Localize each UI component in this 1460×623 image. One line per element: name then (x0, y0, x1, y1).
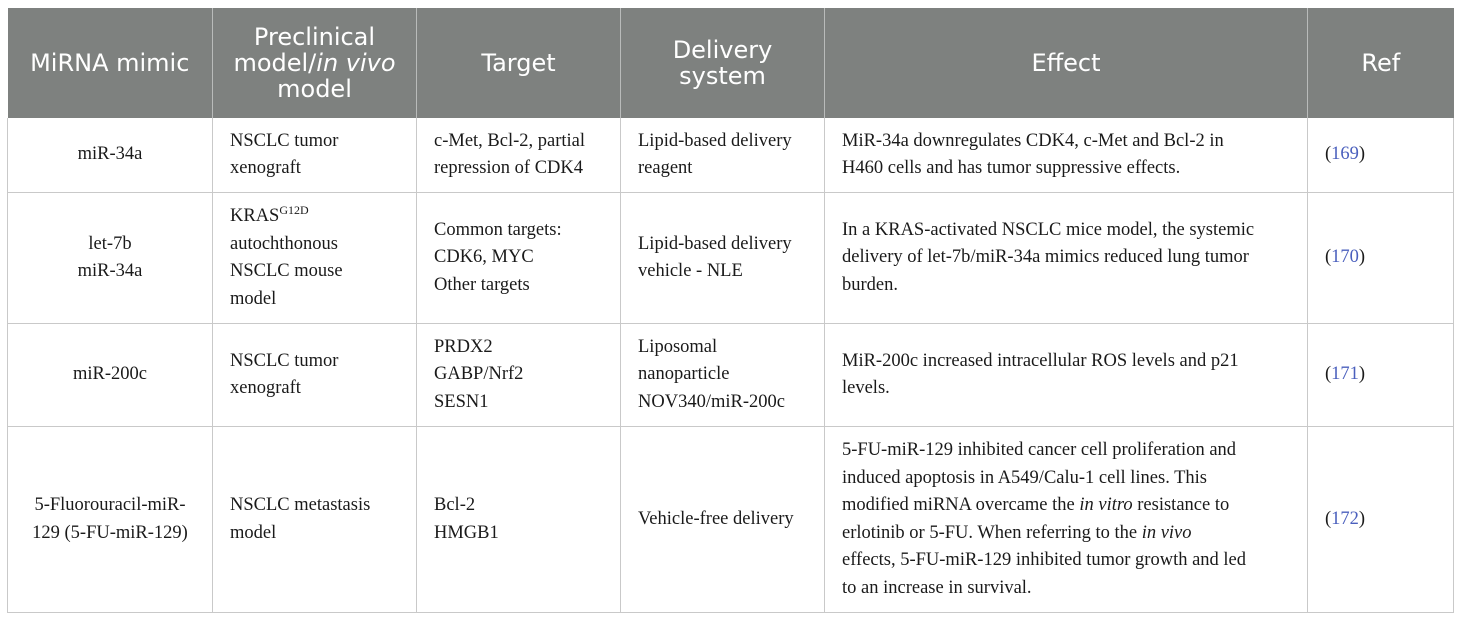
cell-target: c-Met, Bcl-2, partial repression of CDK4 (417, 118, 621, 193)
header-effect: Effect (825, 8, 1308, 118)
table-row (8, 193, 1454, 324)
cell-model: $KRAS^{G12D}$ autochthonous NSCLC mouse model (213, 193, 417, 324)
cell-model: NSCLC tumor xenograft (213, 118, 417, 193)
header-delivery-line1: Delivery (672, 36, 773, 64)
mirna-mimic-table (7, 8, 1454, 613)
header-delivery-system (621, 8, 825, 118)
cell-mimic: miR-200c (8, 324, 213, 427)
cell-delivery: Lipid-based delivery vehicle - NLE (621, 193, 825, 324)
cell-delivery: Vehicle-free delivery (621, 427, 825, 613)
cell-mimic: let-7b miR-34a (8, 193, 213, 324)
table-header-row (8, 8, 1454, 118)
header-model-line2a: model/ (233, 49, 317, 77)
header-model-line2b: in vivo (316, 49, 396, 77)
table-row (8, 118, 1454, 193)
cell-target: Common targets: CDK6, MYC Other targets (417, 193, 621, 324)
cell-target: PRDX2 GABP/Nrf2 SESN1 (417, 324, 621, 427)
cell-mimic: 5-Fluorouracil-miR- 129 (5-FU-miR-129) (8, 427, 213, 613)
header-model-line3: model (277, 75, 352, 103)
header-model-line1: Preclinical (253, 23, 376, 51)
cell-mimic: miR-34a (8, 118, 213, 193)
table-row (8, 427, 1454, 613)
cell-ref: (169) (1308, 118, 1454, 193)
ref-link[interactable]: 171 (1331, 364, 1359, 385)
kras-superscript: G12D (279, 203, 309, 217)
cell-effect: 5-FU-miR-129 inhibited cancer cell proliferation and induced apoptosis in A549/Calu-1 cell lines. This modified miRNA overcame the in vitro resistance to erlotinib or 5-FU. When referring to the in vivo effects, 5-FU-miR-129 inhibited tumor growth and led to an increase in survival. (825, 427, 1308, 613)
table-row (8, 324, 1454, 427)
cell-delivery: Liposomal nanoparticle NOV340/miR-200c (621, 324, 825, 427)
header-ref: Ref (1308, 8, 1454, 118)
cell-model: NSCLC metastasis model (213, 427, 417, 613)
cell-target: Bcl-2 HMGB1 (417, 427, 621, 613)
cell-delivery: Lipid-based delivery reagent (621, 118, 825, 193)
header-delivery-line2: system (679, 62, 766, 90)
header-mirna-mimic: MiRNA mimic (8, 8, 213, 118)
cell-model: NSCLC tumor xenograft (213, 324, 417, 427)
cell-ref: (170) (1308, 193, 1454, 324)
cell-ref: (171) (1308, 324, 1454, 427)
cell-effect: In a KRAS-activated NSCLC mice model, the systemic delivery of let-7b/miR-34a mimics reduced lung tumor burden. (825, 193, 1308, 324)
cell-effect: MiR-200c increased intracellular ROS levels and p21 levels. (825, 324, 1308, 427)
cell-effect: MiR-34a downregulates CDK4, c-Met and Bcl-2 in H460 cells and has tumor suppressive effects. (825, 118, 1308, 193)
cell-ref: (172) (1308, 427, 1454, 613)
ref-link[interactable]: 172 (1331, 508, 1359, 529)
ref-link[interactable]: 169 (1331, 144, 1359, 165)
ref-link[interactable]: 170 (1331, 247, 1359, 268)
header-preclinical-model (213, 8, 417, 118)
header-target: Target (417, 8, 621, 118)
